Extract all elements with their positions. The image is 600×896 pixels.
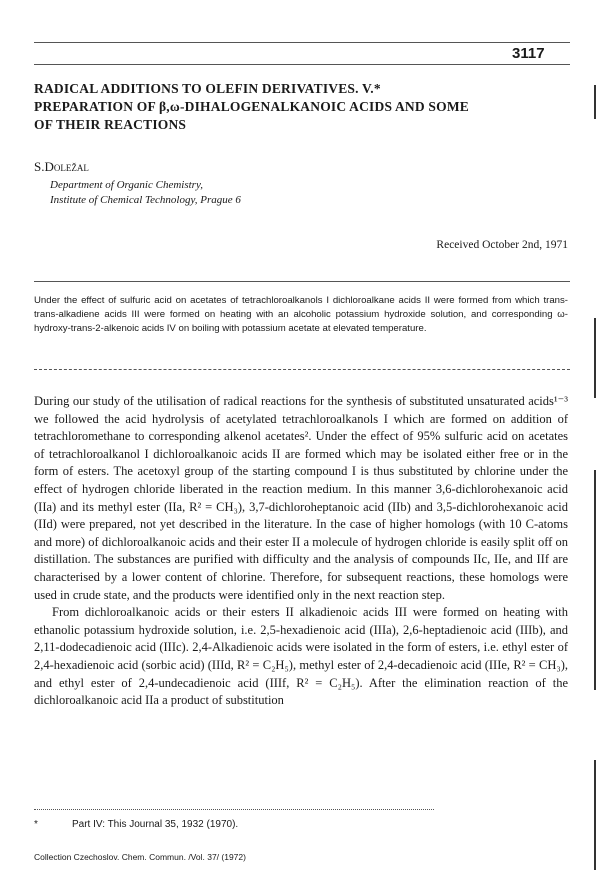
margin-mark — [594, 318, 596, 398]
affiliation-line-2: Institute of Chemical Technology, Prague 6 — [50, 194, 241, 206]
article-body — [34, 393, 568, 710]
author-affiliation — [50, 178, 241, 208]
abstract-top-rule — [34, 281, 570, 282]
article-title — [34, 80, 574, 134]
body-paragraph-1: During our study of the utilisation of radical reactions for the synthesis of substituted unsaturated acids¹⁻³ we followed the acid hydrolysis of acetylated tetrachloroalkanols I which are formed on addition of tetrachloromethane to corresponding alkenol acetates². Under the effect of 95% sulfuric acid on acetates of tetrachloroalkanol I dichloroalkanoic acids II are formed which may be isolated either free or in the form of esters. The acetoxyl group of the starting compound I is thus substituted by chlorine under the effect of hydrogen chloride liberated in the reaction medium. In this manner 3,6-dichlorohexanoic acid (IIa) and its methyl ester (IIa, R² = CH₃), 3,7-dichloroheptanoic acid (IIb) and 3,5-dichlorohexanoic acid (IId) were prepared, not yet described in the literature. In the case of higher homologs (with 10 C-atoms and more) of dichloroalkanoic acids and their ester II a molecule of hydrogen chloride is easily split off on distillation. The substances are purified with difficulty and the analysis of compounds IIc, IIe, and IIf are characterised by a lower content of chlorine. Therefore, for subsequent reactions, these homologs were used in crude state, and the products were identified only in the next reaction step. — [34, 394, 568, 602]
footnote-text: Part IV: This Journal 35, 1932 (1970). — [72, 819, 239, 830]
header-rule — [34, 42, 570, 43]
abstract: Under the effect of sulfuric acid on acetates of tetrachloroalkanols I dichloroalkane acids II were formed from which trans-trans-alkadiene acids III were formed on heating with an alcoholic potassium hydroxide solution, and corresponding ω-hydroxy-trans-2-alkenoic acids IV on boiling with potassium acetate at elevated temperature. — [34, 295, 568, 334]
affiliation-line-1: Department of Organic Chemistry, — [50, 179, 203, 191]
body-paragraph-2: From dichloroalkanoic acids or their esters II alkadienoic acids III were formed on heating with ethanolic potassium hydroxide solution, i.e. 2,5-hexadienoic acid (IIIa), 2,6-heptadienoic acid (IIIb), and 2,11-dodecadienoic acid (IIIc). 2,4-Alkadienoic acids were isolated in the form of esters, i.e. ethyl ester of 2,4-hexadienoic acid (sorbic acid) (IIId, R² = C₂H₅), methyl ester of 2,4-decadienoic acid (IIIe, R² = CH₃), and ethyl ester of 2,4-undecadienoic acid (IIIf, R² = C₂H₅). After the elimination reaction of the dichloroalkanoic acid IIa a product of substitution — [34, 605, 568, 708]
title-line-3: OF THEIR REACTIONS — [34, 117, 187, 132]
margin-mark — [594, 85, 596, 119]
margin-mark — [594, 470, 596, 690]
abstract-bottom-rule — [34, 369, 570, 370]
footnote-mark: * — [34, 819, 38, 830]
margin-mark — [594, 760, 596, 870]
received-date: Received October 2nd, 1971 — [436, 239, 568, 251]
page-number: 3117 — [512, 45, 545, 62]
header-rule-lower — [34, 64, 570, 65]
footnote — [34, 819, 238, 830]
footnote-rule — [34, 809, 434, 810]
author-name: S.Doležal — [34, 159, 89, 174]
title-line-1: RADICAL ADDITIONS TO OLEFIN DERIVATIVES. V.* — [34, 81, 381, 96]
title-line-2: PREPARATION OF β,ω-DIHALOGENALKANOIC ACIDS AND SOME — [34, 99, 469, 114]
journal-citation: Collection Czechoslov. Chem. Commun. /Vol. 37/ (1972) — [34, 852, 246, 862]
